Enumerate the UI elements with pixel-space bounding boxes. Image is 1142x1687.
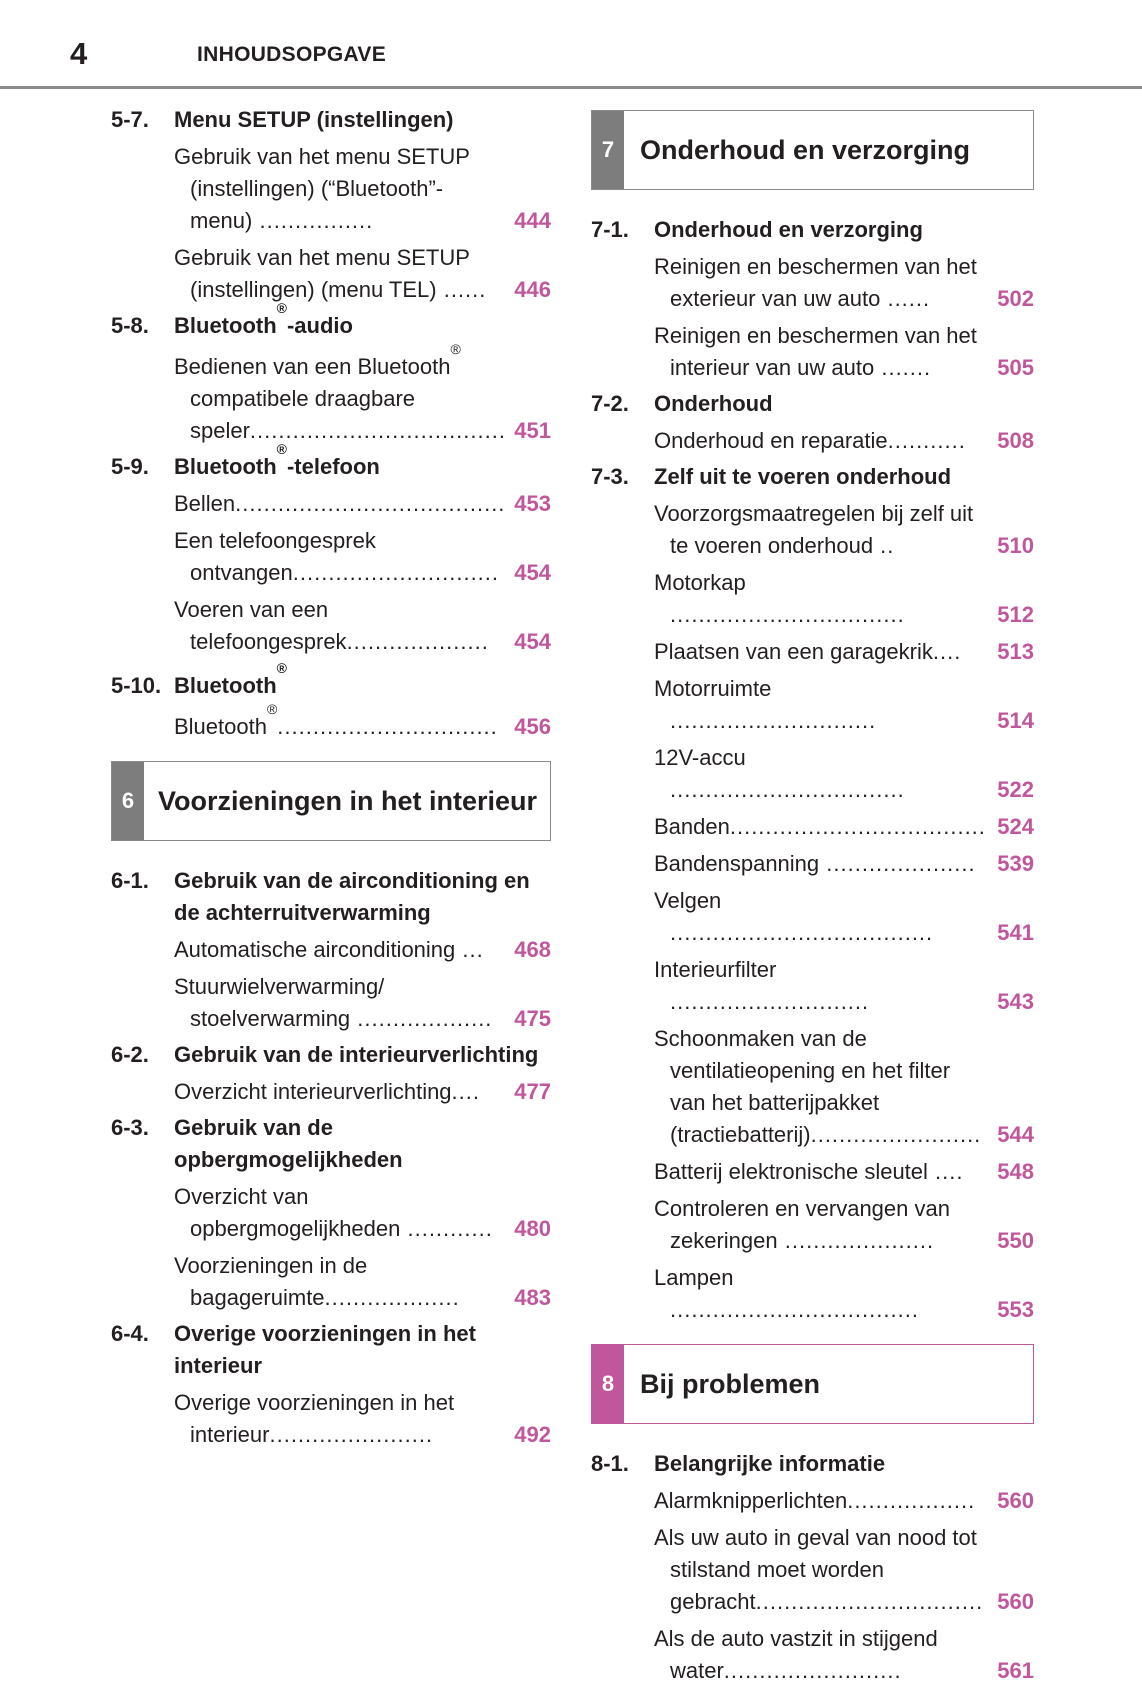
entry-page[interactable]: 475 [514,1006,551,1031]
dot-leader: ...................................... [235,491,506,516]
section-number: 7-2. [591,391,629,416]
toc-entry[interactable] [654,1522,1034,1618]
toc-entry[interactable] [654,320,1034,384]
entry-text: Batterij elektronische sleutel [654,1159,928,1184]
section-heading [111,300,551,342]
entry-page[interactable]: 513 [997,639,1034,664]
toc-entry[interactable] [174,1387,551,1451]
toc-entry[interactable] [654,1623,1034,1687]
dot-leader: ............................ [670,989,870,1014]
dot-leader: ........... [887,428,966,453]
section-number: 7-3. [591,464,629,489]
section-title: Bluetooth®-telefoon [174,441,380,479]
toc-entry[interactable] [174,525,551,589]
dot-leader: .... [927,1159,964,1184]
entry-text: Bellen [174,491,236,516]
dot-leader: ....................... [269,1422,434,1447]
dot-leader: .................... [346,629,489,654]
section-heading [591,1448,1034,1480]
entry-page[interactable]: 468 [514,937,551,962]
chapter-tab: 6 [112,762,144,840]
section-title: Onderhoud en verzorging [654,217,923,242]
section-6-2 [111,1039,551,1108]
entry-page[interactable]: 544 [997,1122,1034,1147]
entry-page[interactable]: 548 [997,1159,1034,1184]
section-heading [111,1112,551,1176]
left-column [111,100,551,1451]
entry-page[interactable]: 560 [997,1589,1034,1614]
dot-leader: ................................... [670,1297,919,1322]
section-5-7 [111,104,551,306]
page-header [0,0,1142,89]
entry-text: Bandenspanning [654,851,820,876]
section-title: Gebruik van de interieurverlichting [174,1042,539,1067]
dot-leader: ................ [252,208,374,233]
toc-entry[interactable] [654,742,1034,806]
section-number: 5-9. [111,454,149,479]
toc-entry[interactable] [174,341,551,447]
toc-entry[interactable] [174,488,551,520]
chapter-title: Onderhoud en verzorging [640,134,971,165]
entry-text: 12V-accu [654,745,746,770]
entry-page[interactable]: 512 [997,602,1034,627]
section-heading [111,1039,551,1071]
section-title: Belangrijke informatie [654,1451,886,1476]
chapter-8-banner[interactable] [591,1344,1034,1424]
section-8-1 [591,1448,1034,1687]
dot-leader: ................... [350,1006,493,1031]
entry-text: Stuurwielverwarming/ stoelverwarming [174,974,385,1031]
toc-entry[interactable] [174,701,551,743]
chapter-title: Voorzieningen in het interieur [158,785,538,816]
dot-leader: ..................................... [670,920,934,945]
section-title: Bluetooth®-audio [174,300,353,338]
dot-leader: ............................. [670,708,877,733]
entry-page[interactable]: 477 [514,1079,551,1104]
section-title: Menu SETUP (instellingen) [174,107,454,132]
section-number: 6-3. [111,1115,149,1140]
entry-page[interactable]: 524 [997,814,1034,839]
toc-entry[interactable] [654,1485,1034,1517]
chapter-tab: 7 [592,111,624,189]
dot-leader: ....... [874,355,932,380]
section-number: 5-7. [111,107,149,132]
dot-leader: ...... [436,277,487,302]
toc-entry[interactable] [174,141,551,237]
page-title: INHOUDSOPGAVE [197,43,387,66]
entry-text: Gebruik van het menu SETUP (instellingen) (menu TEL) [174,245,470,302]
toc-entry[interactable] [654,1156,1034,1188]
entry-page[interactable]: 553 [997,1297,1034,1322]
entry-text: Lampen [654,1265,734,1290]
entry-text: Een telefoongesprek ontvangen [174,528,376,585]
entry-text: Alarmknipperlichten [654,1488,848,1513]
dot-leader: ..................... [777,1228,935,1253]
entry-text: Banden [654,814,730,839]
entry-page[interactable]: 451 [514,418,551,443]
dot-leader: ............ [400,1216,493,1241]
entry-text: Motorruimte [654,676,772,701]
entry-page[interactable]: 502 [997,286,1034,311]
entry-page[interactable]: 550 [997,1228,1034,1253]
entry-page[interactable]: 444 [514,208,551,233]
toc-entry[interactable] [174,1250,551,1314]
entry-text: Bluetooth® [174,701,278,739]
entry-text: Interieurfilter [654,957,777,982]
entry-text: Velgen [654,888,722,913]
toc-entry[interactable] [654,1262,1034,1326]
entry-page[interactable]: 539 [997,851,1034,876]
right-column [591,100,1034,1687]
section-title: Gebruik van de opbergmogelijkheden [174,1115,403,1172]
section-7-1 [591,214,1034,384]
toc-entry[interactable] [654,811,1034,843]
toc-entry[interactable] [174,242,551,306]
entry-text: Voeren van een telefoongesprek [174,597,347,654]
entry-page[interactable]: 508 [997,428,1034,453]
section-heading [591,461,1034,493]
entry-text: Overzicht van opbergmogelijkheden [174,1184,401,1241]
toc-entry[interactable] [654,673,1034,737]
section-heading [111,1318,551,1382]
section-number: 8-1. [591,1451,629,1476]
toc-entry[interactable] [654,567,1034,631]
entry-text: Controleren en vervangen van zekeringen [654,1196,950,1253]
dot-leader: ...... [880,286,931,311]
section-heading [591,214,1034,246]
entry-page[interactable]: 560 [997,1488,1034,1513]
toc-entry[interactable] [654,425,1034,457]
entry-page[interactable]: 522 [997,777,1034,802]
toc-entry[interactable] [654,498,1034,562]
toc-entry[interactable] [174,594,551,658]
section-5-8 [111,300,551,447]
entry-page[interactable]: 454 [514,560,551,585]
entry-text: Reinigen en beschermen van het exterieur van uw auto [654,254,977,311]
entry-text: Als de auto vastzit in stijgend water [654,1626,938,1683]
entry-text: Motorkap [654,570,746,595]
toc-entry[interactable] [174,971,551,1035]
entry-page[interactable]: 541 [997,920,1034,945]
entry-text: Plaatsen van een garagekrik [654,639,933,664]
toc-entry[interactable] [654,636,1034,668]
dot-leader: ................................ [755,1589,984,1614]
section-title: Gebruik van de airconditioning en de achterruitverwarming [174,868,530,925]
section-number: 6-4. [111,1321,149,1346]
section-number: 6-2. [111,1042,149,1067]
entry-page[interactable]: 543 [997,989,1034,1014]
entry-text: Als uw auto in geval van nood tot stilstand moet worden gebracht [654,1525,977,1614]
dot-leader: .................................... [729,814,986,839]
entry-text: Automatische airconditioning [174,937,456,962]
dot-leader: ........................ [810,1122,982,1147]
dot-leader: ..................... [819,851,976,876]
entry-page[interactable]: 483 [514,1285,551,1310]
dot-leader: .. [873,533,895,558]
toc-entry[interactable] [174,1181,551,1245]
section-6-1 [111,865,551,1035]
section-number: 5-8. [111,313,149,338]
entry-text: Overige voorzieningen in het interieur [174,1390,455,1447]
section-title: Onderhoud [654,391,773,416]
section-heading [591,388,1034,420]
entry-text: Voorzieningen in de bagageruimte [174,1253,368,1310]
entry-page[interactable]: 446 [514,277,551,302]
entry-page[interactable]: 510 [997,533,1034,558]
entry-text: Bedienen van een Bluetooth® compatibele draagbare speler [174,341,461,443]
entry-page[interactable]: 454 [514,629,551,654]
section-heading [111,104,551,136]
toc-entry[interactable] [174,934,551,966]
entry-page[interactable]: 480 [514,1216,551,1241]
section-number: 6-1. [111,868,149,893]
chapter-6-banner[interactable] [111,761,551,841]
entry-text: Gebruik van het menu SETUP (instellingen) (“Bluetooth”-menu) [174,144,470,233]
toc-entry[interactable] [654,885,1034,949]
entry-page[interactable]: 453 [514,491,551,516]
section-5-10 [111,660,551,743]
toc-entry[interactable] [654,1193,1034,1257]
toc-entry[interactable] [654,251,1034,315]
section-heading [111,441,551,483]
section-6-4 [111,1318,551,1451]
dot-leader: ................................. [670,777,905,802]
dot-leader: ............................. [292,560,500,585]
chapter-tab: 8 [592,1345,624,1423]
dot-leader: .... [451,1079,480,1104]
section-7-3 [591,461,1034,1326]
dot-leader: ................... [324,1285,460,1310]
entry-page[interactable]: 492 [514,1422,551,1447]
dot-leader: ... [455,937,484,962]
entry-text: Schoonmaken van de ventilatieopening en het filter van het batterijpakket (tractiebatterij) [654,1026,951,1147]
section-title: Overige voorzieningen in het interieur [174,1321,476,1378]
section-number: 7-1. [591,217,629,242]
page-number: 4 [70,36,88,71]
entry-page[interactable]: 514 [997,708,1034,733]
entry-text: Voorzorgsmaatregelen bij zelf uit te voeren onderhoud [654,501,974,558]
toc-entry[interactable] [174,1076,551,1108]
entry-text: Onderhoud en reparatie [654,428,888,453]
entry-text: Overzicht interieurverlichting [174,1079,452,1104]
chapter-title: Bij problemen [640,1368,821,1399]
section-6-3 [111,1112,551,1314]
entry-page[interactable]: 561 [997,1658,1034,1683]
chapter-7-banner[interactable] [591,110,1034,190]
dot-leader: .................. [847,1488,976,1513]
dot-leader: .... [932,639,962,664]
toc-entry[interactable] [654,1023,1034,1151]
dot-leader: ............................... [277,714,498,739]
section-heading [111,660,551,702]
dot-leader: .................................... [249,418,506,443]
entry-page[interactable]: 456 [514,714,551,739]
section-title: Bluetooth® [174,660,287,698]
dot-leader: ......................... [723,1658,902,1683]
entry-page[interactable]: 505 [997,355,1034,380]
dot-leader: ................................. [670,602,905,627]
toc-entry[interactable] [654,954,1034,1018]
section-number: 5-10. [111,673,162,698]
toc-entry[interactable] [654,848,1034,880]
entry-text: Reinigen en beschermen van het interieur van uw auto [654,323,977,380]
section-7-2 [591,388,1034,457]
section-title: Zelf uit te voeren onderhoud [654,464,952,489]
section-5-9 [111,441,551,658]
section-heading [111,865,551,929]
